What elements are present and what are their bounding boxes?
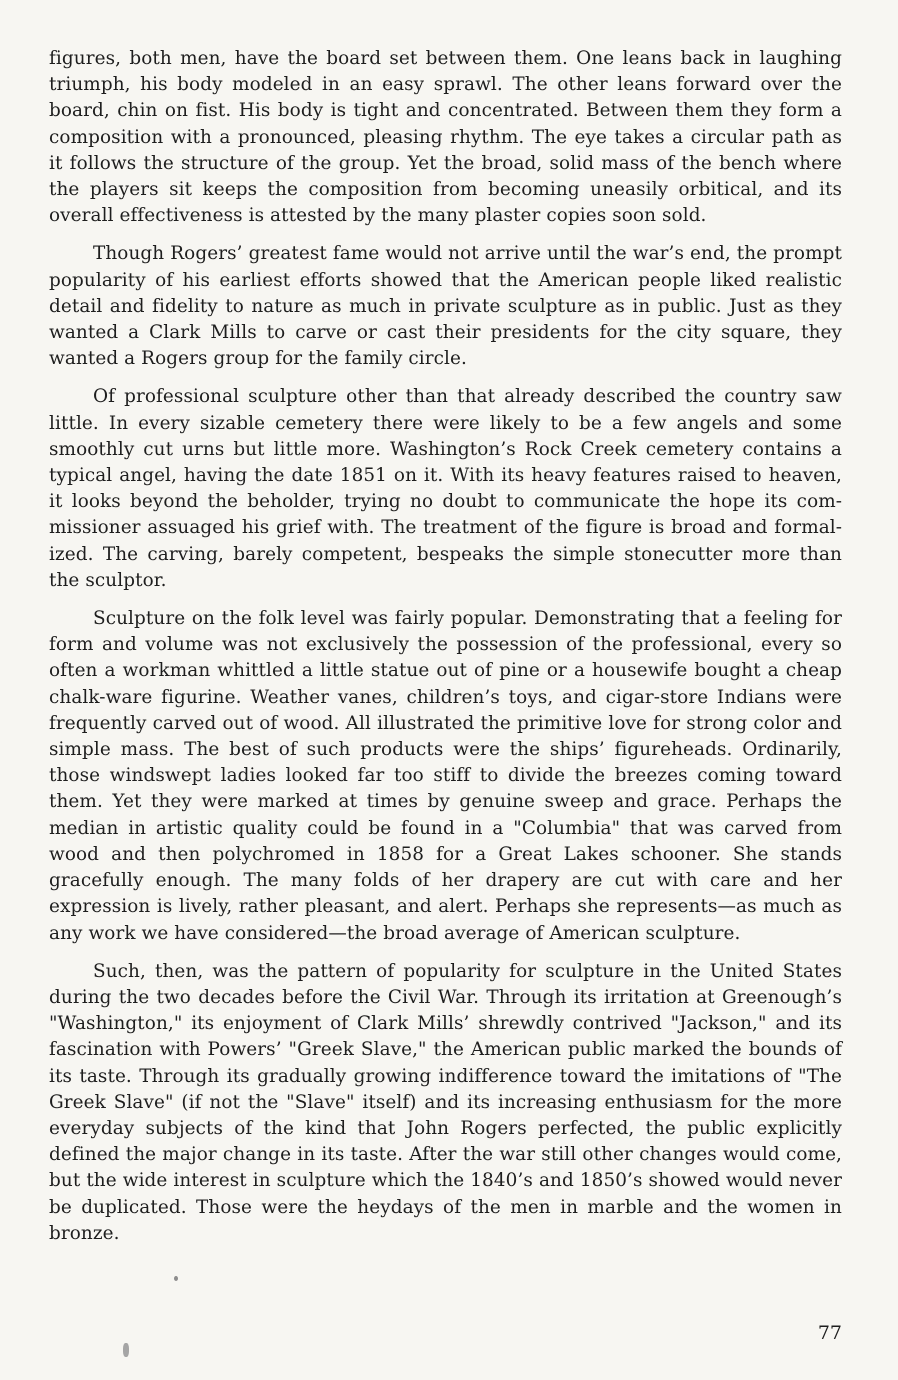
- paragraph-conclusion: Such, then, was the pattern of popularity for sculpture in the United States during the two decades before the Civil War. Through its irritation at Greenough’s "Washington," its enjoyment of Clark Mills’ shrewdly contrived "Jackson," and its fascination with Powers’ "Greek Slave," the American public marked the bounds of its taste. Through its gradually growing indifference toward the imitations of "The Greek Slave" (if not the "Slave" itself) and its increasing enthusiasm for the more everyday subjects of the kind that John Rogers perfected, the public explicitly defined the major change in its taste. After the war still other changes would come, but the wide interest in sculpture which the 1840’s and 1850’s showed would never be duplicated. Those were the heydays of the men in marble and the women in bronze.: [49, 960, 842, 1244]
- body-text: [49, 46, 842, 1259]
- paragraph-professional-sculpture: Of professional sculpture other than that already described the country saw little. In every sizable cemetery there were likely to be a few angels and some smoothly cut urns but little more. Washington’s Rock Creek cemetery contains a typical angel, having the date 1851 on it. With its heavy features raised to heaven, it looks beyond the beholder, trying no doubt to communicate the hope its commissioner assuaged his grief with. The treatment of the figure is broad and formalized. The carving, barely competent, bespeaks the simple stonecutter more than the sculptor.: [49, 386, 842, 591]
- paragraph-folk-sculpture: Sculpture on the folk level was fairly popular. Demonstrating that a feeling for form and volume was not exclusively the possession of the professional, every so often a workman whittled a little statue out of pine or a housewife bought a cheap chalk-ware figurine. Weather vanes, children’s toys, and cigar-store Indians were frequently carved out of wood. All illustrated the primitive love for strong color and simple mass. The best of such products were the ships’ figureheads. Ordinarily, those windswept ladies looked far too stiff to divide the breezes coming toward them. Yet they were marked at times by genuine sweep and grace. Perhaps the median in artistic quality could be found in a "Columbia" that was carved from wood and then polychromed in 1858 for a Great Lakes schooner. She stands gracefully enough. The many folds of her drapery are cut with care and her expression is lively, rather pleasant, and alert. Perhaps she represents—as much as any work we have considered—the broad average of American sculpture.: [49, 608, 842, 944]
- paragraph-continued: figures, both men, have the board set between them. One leans back in laughing triumph, his body modeled in an easy sprawl. The other leans forward over the board, chin on fist. His body is tight and concentrated. Between them they form a composition with a pronounced, pleasing rhythm. The eye takes a circular path as it follows the structure of the group. Yet the broad, solid mass of the bench where the players sit keeps the composition from becoming uneasily orbitical, and its overall effectiveness is attested by the many plaster copies soon sold.: [49, 48, 842, 227]
- paragraph-rogers-fame: Though Rogers’ greatest fame would not arrive until the war’s end, the prompt popularity of his earliest efforts showed that the American people liked realistic detail and fidelity to nature as much in private sculpture as in public. Just as they wanted a Clark Mills to carve or cast their presidents for the city square, they wanted a Rogers group for the family circle.: [49, 243, 842, 370]
- page-number: 77: [817, 1322, 842, 1344]
- ink-speck: [174, 1276, 178, 1281]
- ink-speck: [123, 1343, 129, 1357]
